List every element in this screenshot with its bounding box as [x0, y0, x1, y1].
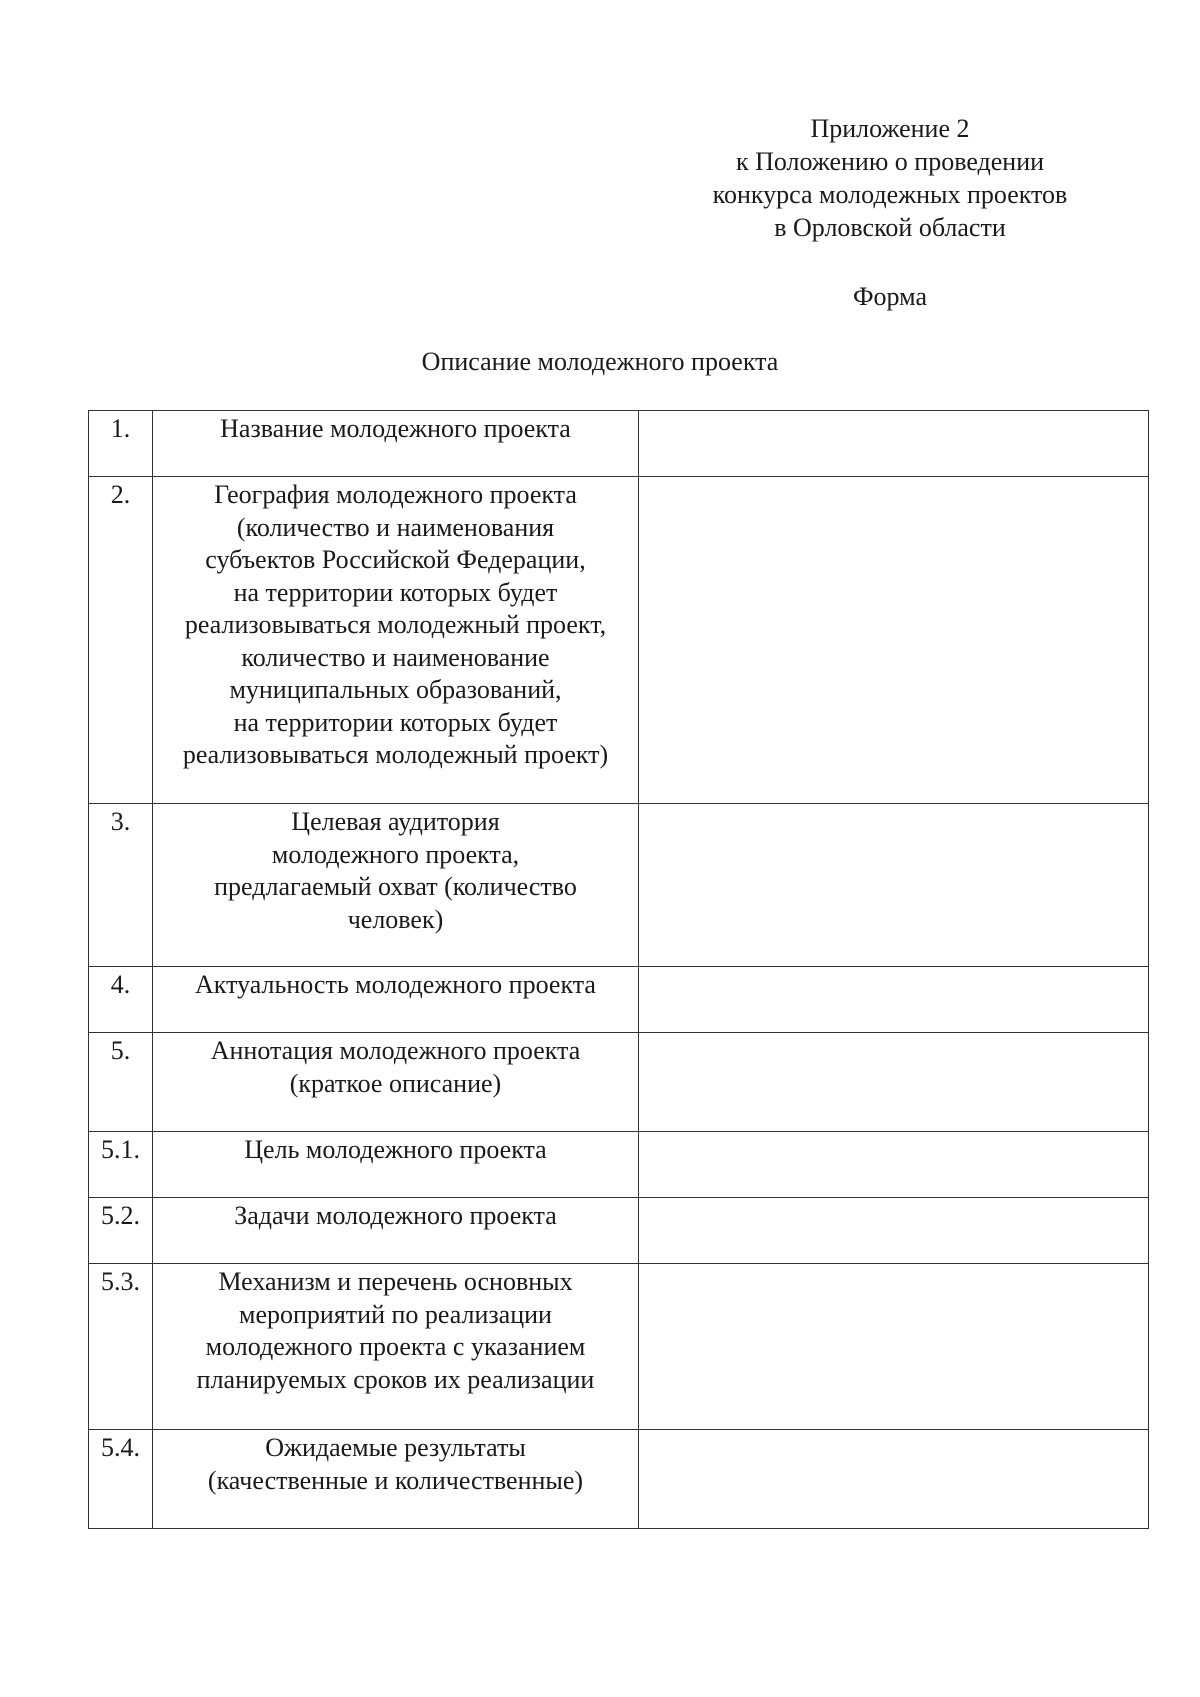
appendix-reference-contest: конкурса молодежных проектов — [712, 180, 1068, 209]
row-label-line: География молодежного проекта — [214, 480, 577, 509]
row-label-line: человек) — [347, 904, 444, 934]
row-label-line: муниципальных образований, — [229, 675, 562, 704]
row-number: 5.1. — [89, 1132, 153, 1198]
appendix-reference-region: в Орловской области — [774, 213, 1006, 242]
row-label-line: (краткое описание) — [289, 1068, 502, 1098]
table-row — [89, 411, 1149, 477]
row-label-line: молодежного проекта с указанием — [205, 1332, 586, 1361]
row-label — [153, 804, 639, 967]
row-value-field[interactable] — [639, 477, 1149, 804]
row-value-field[interactable] — [639, 967, 1149, 1033]
row-label-line: планируемых сроков их реализации — [196, 1364, 595, 1394]
row-label-line: реализовываться молодежный проект) — [182, 740, 609, 769]
row-label-line: Ожидаемые результаты — [265, 1433, 526, 1462]
row-number: 5. — [89, 1033, 153, 1132]
row-number: 5.2. — [89, 1198, 153, 1264]
table-row — [89, 1264, 1149, 1430]
row-label-line: Задачи молодежного проекта — [234, 1201, 557, 1230]
row-number: 1. — [89, 411, 153, 477]
row-label-line: Цель молодежного проекта — [244, 1135, 547, 1164]
row-label-line: на территории которых будет — [233, 577, 558, 607]
table-row — [89, 1033, 1149, 1132]
table-row — [89, 1132, 1149, 1198]
row-label-line: Актуальность молодежного проекта — [195, 970, 596, 999]
row-number: 5.3. — [89, 1264, 153, 1430]
row-label — [153, 1198, 639, 1264]
project-description-table — [88, 410, 1149, 1529]
form-label: Форма — [853, 282, 927, 311]
row-label-line: предлагаемый охват (количество — [214, 872, 577, 901]
row-label — [153, 411, 639, 477]
row-value-field[interactable] — [639, 1132, 1149, 1198]
row-label-line: Название молодежного проекта — [220, 414, 571, 443]
table-row — [89, 804, 1149, 967]
row-value-field[interactable] — [639, 804, 1149, 967]
row-label-line: Аннотация молодежного проекта — [210, 1036, 581, 1065]
table-row — [89, 477, 1149, 804]
row-number: 2. — [89, 477, 153, 804]
row-value-field[interactable] — [639, 1430, 1149, 1529]
row-number: 3. — [89, 804, 153, 967]
appendix-reference: к Положению о проведении — [735, 147, 1045, 176]
row-value-field[interactable] — [639, 1264, 1149, 1430]
row-number: 5.4. — [89, 1430, 153, 1529]
row-value-field[interactable] — [639, 1198, 1149, 1264]
row-label — [153, 1264, 639, 1430]
row-label — [153, 1033, 639, 1132]
row-label-line: реализовываться молодежный проект, — [184, 610, 607, 639]
row-number: 4. — [89, 967, 153, 1033]
document-title: Описание молодежного проекта — [421, 347, 779, 376]
row-label — [153, 967, 639, 1033]
row-label-line: мероприятий по реализации — [239, 1299, 552, 1329]
row-label — [153, 477, 639, 804]
row-label — [153, 1430, 639, 1529]
table-row — [89, 967, 1149, 1033]
appendix-number: Приложение 2 — [810, 114, 970, 143]
row-label-line: на территории которых будет — [233, 707, 558, 737]
row-label-line: количество и наименование — [241, 642, 550, 672]
appendix-header — [690, 112, 1090, 244]
row-label-line: (качественные и количественные) — [207, 1465, 584, 1495]
row-label-line: субъектов Российской Федерации, — [205, 545, 586, 574]
row-label-line: Механизм и перечень основных — [218, 1267, 573, 1296]
row-label-line: (количество и наименования — [236, 512, 555, 542]
row-label — [153, 1132, 639, 1198]
row-value-field[interactable] — [639, 411, 1149, 477]
row-value-field[interactable] — [639, 1033, 1149, 1132]
table-row — [89, 1430, 1149, 1529]
row-label-line: молодежного проекта, — [271, 839, 520, 869]
row-label-line: Целевая аудитория — [291, 807, 500, 836]
table-row — [89, 1198, 1149, 1264]
